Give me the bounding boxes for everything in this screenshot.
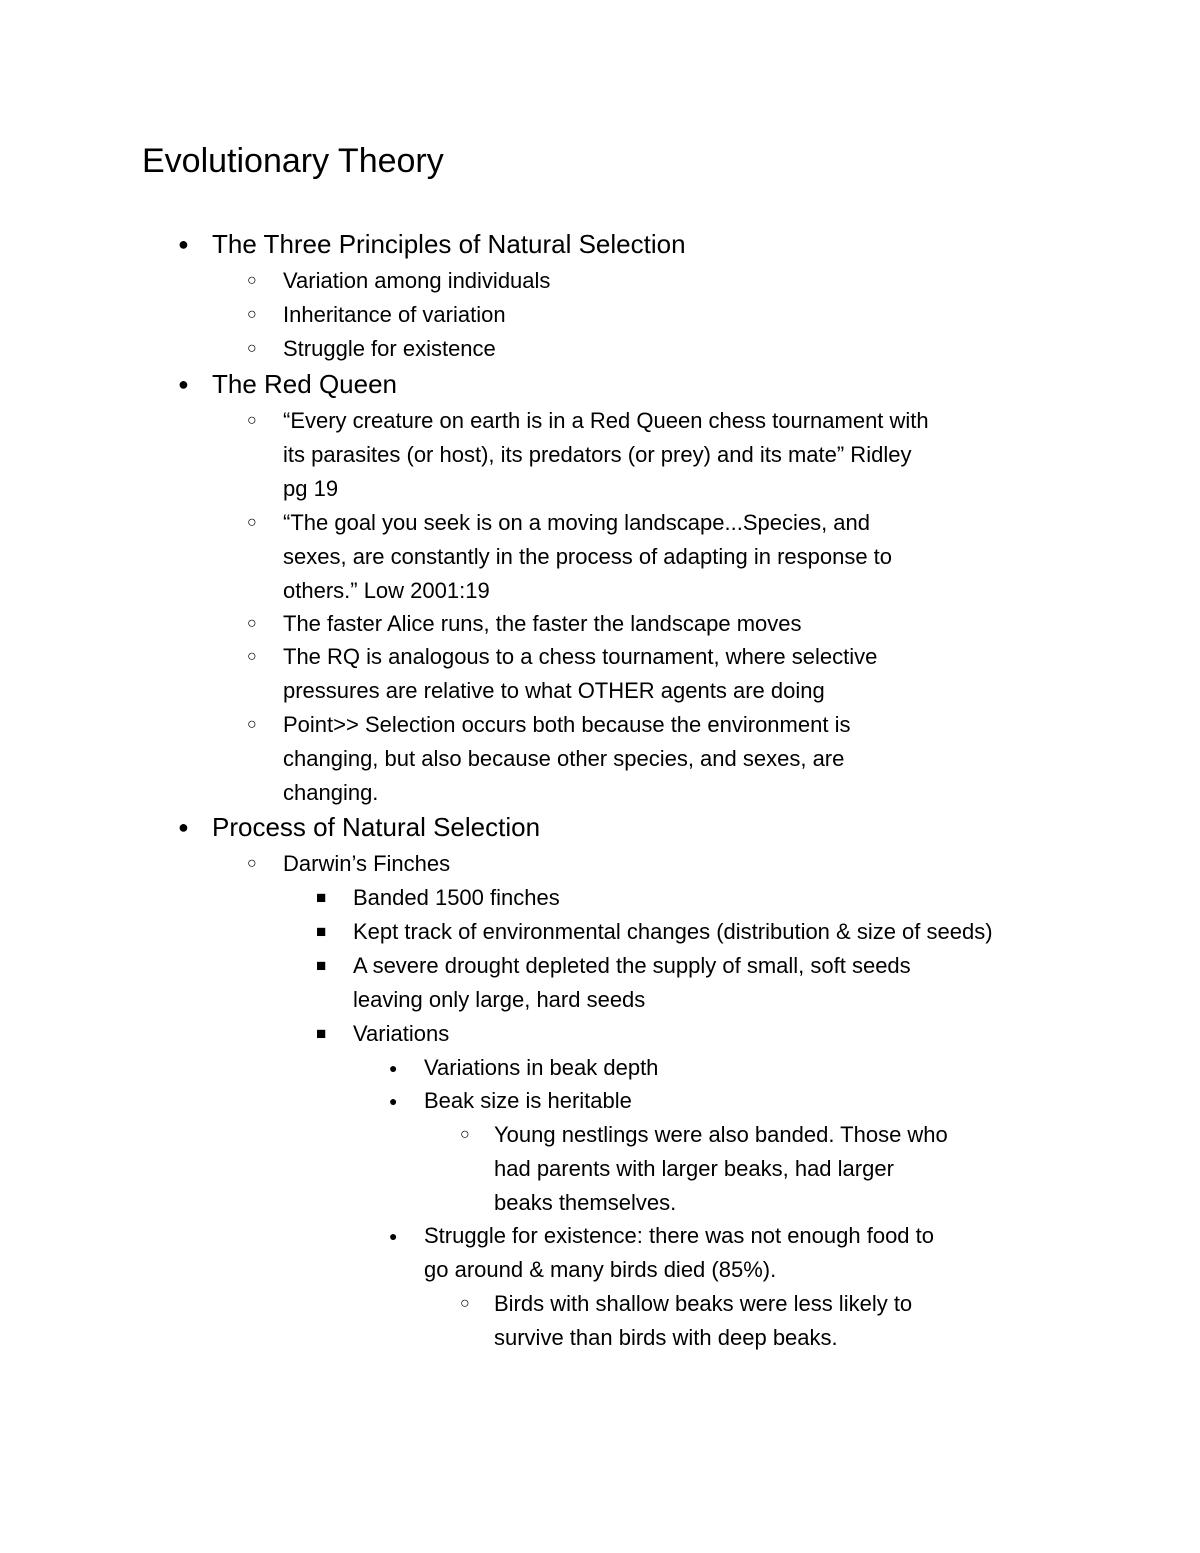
list-item xyxy=(247,607,802,641)
hollow-bullet-icon: ○ xyxy=(247,514,257,531)
list-item xyxy=(389,1084,632,1118)
filled-bullet-icon: ● xyxy=(389,1228,398,1244)
list-item xyxy=(247,708,851,810)
hollow-bullet-icon: ○ xyxy=(247,412,257,429)
hollow-bullet-icon: ○ xyxy=(247,855,257,872)
hollow-bullet-icon: ○ xyxy=(460,1126,470,1143)
hollow-bullet-icon: ○ xyxy=(247,306,257,323)
hollow-bullet-icon: ○ xyxy=(247,716,257,733)
list-item-text: A severe drought depleted the supply of small, soft seeds leaving only large, hard seeds xyxy=(353,953,911,1012)
hollow-bullet-icon: ○ xyxy=(247,272,257,289)
hollow-bullet-icon: ○ xyxy=(247,340,257,357)
list-item xyxy=(247,298,506,332)
hollow-bullet-icon: ○ xyxy=(247,648,257,665)
filled-bullet-icon: ● xyxy=(389,1093,398,1109)
filled-bullet-icon: ● xyxy=(178,817,189,837)
list-item-text: Beak size is heritable xyxy=(424,1088,632,1113)
list-item-text: The RQ is analogous to a chess tournament, where selective pressures are relative to what OTHER agents are doing xyxy=(283,644,878,703)
list-item-text: Struggle for existence: there was not enough food to go around & many birds died (85%). xyxy=(424,1223,934,1282)
square-bullet-icon: ■ xyxy=(316,922,327,941)
list-item xyxy=(460,1287,913,1355)
list-item xyxy=(316,949,911,1017)
section-heading xyxy=(178,810,1112,844)
list-item-text: Struggle for existence xyxy=(283,336,496,361)
section-heading-text: The Red Queen xyxy=(212,369,398,399)
list-item-text: The faster Alice runs, the faster the landscape moves xyxy=(283,611,802,636)
list-item xyxy=(247,264,551,298)
list-item-text: Banded 1500 finches xyxy=(353,885,560,910)
list-item xyxy=(389,1051,659,1085)
list-item xyxy=(247,404,929,506)
list-item-text: Kept track of environmental changes (distribution & size of seeds) xyxy=(353,919,993,944)
list-item xyxy=(316,1017,450,1051)
hollow-bullet-icon: ○ xyxy=(247,615,257,632)
quote-low: “The goal you seek is on a moving landscape...Species, and sexes, are constantly in the process of adapting in response to others.” Low 2001:19 xyxy=(283,510,893,603)
list-item-text: Darwin’s Finches xyxy=(283,851,451,876)
page-title: Evolutionary Theory xyxy=(142,142,444,180)
list-item xyxy=(460,1118,948,1220)
square-bullet-icon: ■ xyxy=(316,1024,327,1043)
list-item-text: Young nestlings were also banded. Those who had parents with larger beaks, had larger beaks themselves. xyxy=(494,1122,948,1215)
list-item xyxy=(247,847,451,881)
list-item-text: Inheritance of variation xyxy=(283,302,506,327)
list-item-text: Variation among individuals xyxy=(283,268,551,293)
filled-bullet-icon: ● xyxy=(389,1060,398,1076)
hollow-bullet-icon: ○ xyxy=(460,1295,470,1312)
filled-bullet-icon: ● xyxy=(178,374,189,394)
list-item-text: Point>> Selection occurs both because the environment is changing, but also because other species, and sexes, are changing. xyxy=(283,712,851,805)
square-bullet-icon: ■ xyxy=(316,888,327,907)
list-item xyxy=(316,881,560,915)
list-item xyxy=(316,915,993,949)
section-heading-text: The Three Principles of Natural Selection xyxy=(212,229,686,259)
list-item-text: Variations in beak depth xyxy=(424,1055,659,1080)
square-bullet-icon: ■ xyxy=(316,956,327,975)
list-item-text: Variations xyxy=(353,1021,450,1046)
list-item xyxy=(247,332,496,366)
list-item xyxy=(247,506,893,608)
list-item xyxy=(389,1219,934,1287)
section-heading xyxy=(178,367,1112,401)
list-item xyxy=(247,640,878,708)
filled-bullet-icon: ● xyxy=(178,234,189,254)
section-heading-text: Process of Natural Selection xyxy=(212,812,541,842)
quote-ridley: “Every creature on earth is in a Red Queen chess tournament with its parasites (or host), its predators (or prey) and its mate” Ridley pg 19 xyxy=(283,408,929,501)
list-item-text: Birds with shallow beaks were less likely to survive than birds with deep beaks. xyxy=(494,1291,913,1350)
section-heading xyxy=(178,227,1112,261)
